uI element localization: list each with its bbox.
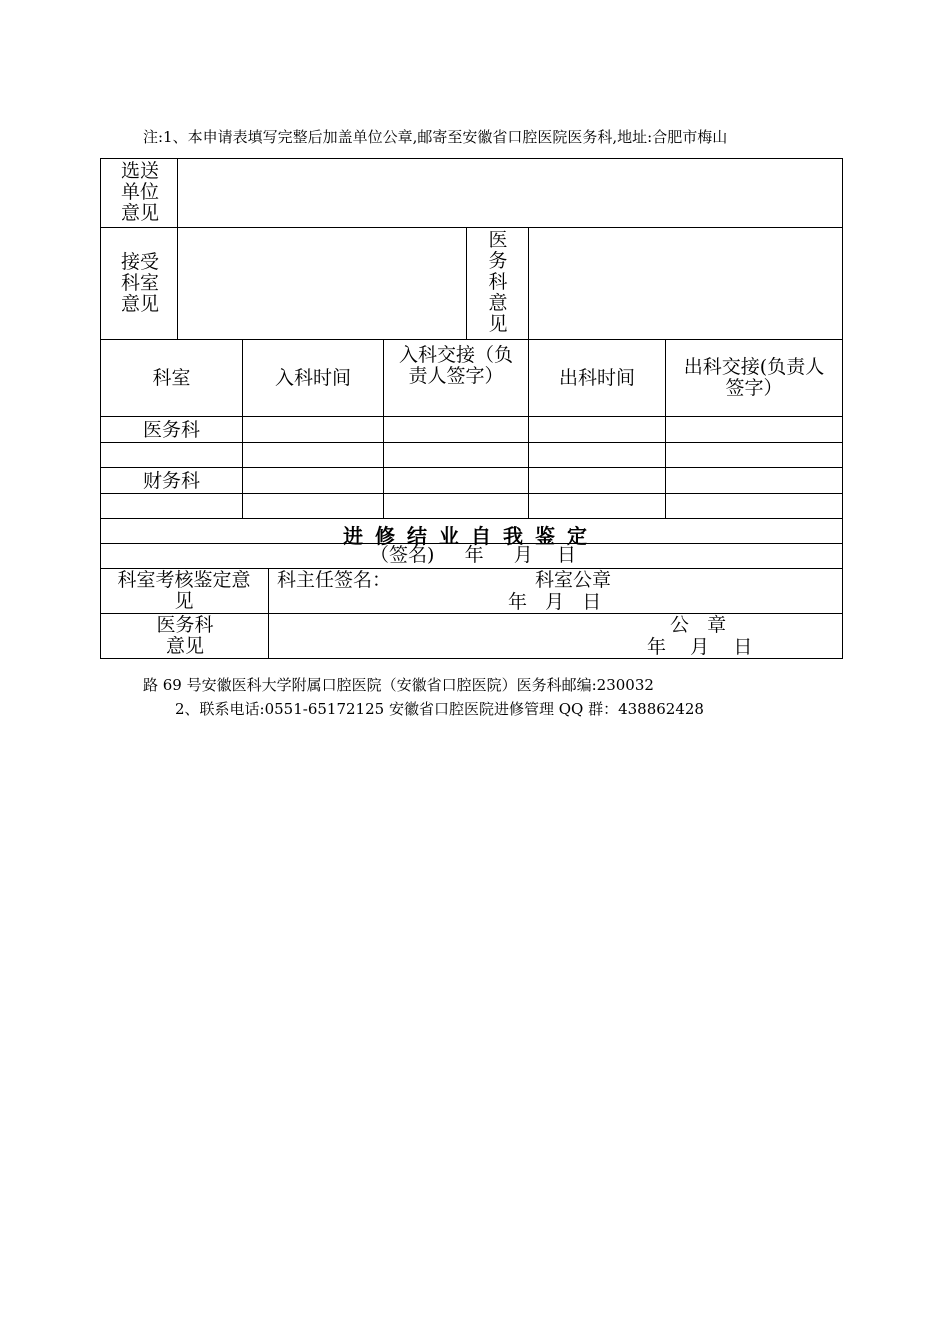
col-header-dept: 科室 bbox=[152, 367, 191, 389]
note-line-3: 2、联系电话:0551-65172125 安徽省口腔医院进修管理 QQ 群：438862428 bbox=[175, 700, 704, 718]
date-line-2: 年 月 日 bbox=[647, 636, 753, 658]
sending-unit-opinion-field[interactable] bbox=[178, 159, 842, 227]
note-line-1: 注:1、本申请表填写完整后加盖单位公章,邮寄至安徽省口腔医院医务科,地址:合肥市梅山 bbox=[143, 128, 728, 146]
receiving-dept-label: 接受科室意见 bbox=[120, 251, 159, 315]
note-line-2: 路 69 号安徽医科大学附属口腔医院（安徽省口腔医院）医务科邮编:230032 bbox=[143, 676, 654, 694]
self-eval-title: 进修结业自我鉴定 bbox=[343, 524, 599, 548]
col-header-exit-handover: 出科交接(负责人签字） bbox=[683, 356, 825, 399]
dept-assessment-label: 科室考核鉴定意见 bbox=[117, 569, 251, 612]
receiving-dept-opinion-field[interactable] bbox=[178, 228, 466, 339]
table-row-label: 医务科 bbox=[142, 419, 200, 441]
signature-line: （签名) 年 月 日 bbox=[370, 544, 576, 566]
col-header-entry-time: 入科时间 bbox=[274, 367, 351, 389]
col-header-exit-time: 出科时间 bbox=[558, 367, 635, 389]
date-line: 年 月 日 bbox=[508, 591, 602, 613]
col-header-entry-handover: 入科交接（负责人签字） bbox=[398, 344, 513, 387]
director-sign-label: 科主任签名： bbox=[277, 569, 392, 591]
medical-affairs-opinion-label: 医务科意见 bbox=[156, 614, 214, 657]
sending-unit-label: 选送单位意见 bbox=[120, 160, 159, 224]
medical-affairs-label: 医务科意见 bbox=[488, 229, 508, 335]
medical-affairs-opinion-field[interactable] bbox=[529, 228, 842, 339]
table-row-label: 财务科 bbox=[142, 470, 200, 492]
dept-seal-label: 科室公章 bbox=[535, 569, 612, 591]
official-seal-label: 公 章 bbox=[670, 614, 727, 636]
